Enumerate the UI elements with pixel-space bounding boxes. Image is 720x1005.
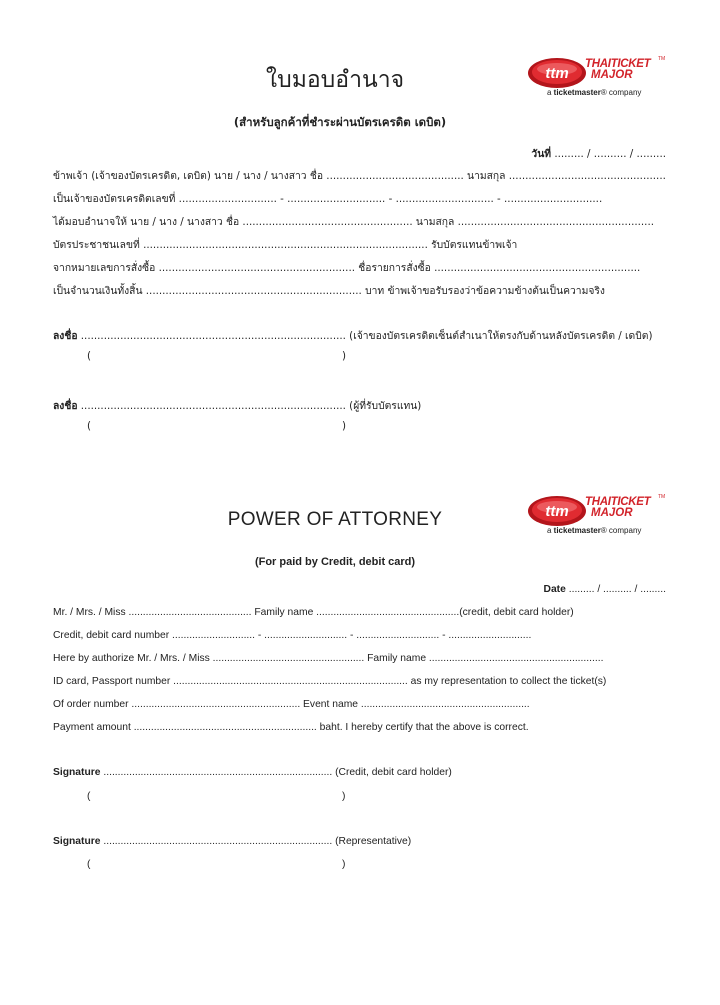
thai-sign1-rest: ................................................................................. (เจ้าของบัตรเครดิตเซ็นต์สำเนาให้ตรงกับด้านหลังบัตรเครดิต / เดบิต) — [77, 330, 653, 342]
logo-brand-line1: THAITICKET — [585, 58, 651, 70]
ttm-emblem-icon — [527, 494, 587, 530]
english-sign1-paren-close: ) — [342, 791, 346, 802]
english-date-label: Date — [543, 584, 566, 595]
english-line-authorize: Here by authorize Mr. / Mrs. / Miss ..................................................... Family name ............................................................. — [53, 653, 604, 664]
thai-sign1-paren-open: ( — [87, 350, 92, 362]
logo-brand-line2: MAJOR — [591, 69, 633, 81]
english-subtitle: (For paid by Credit, debit card) — [254, 556, 416, 568]
english-line-id-card: ID card, Passport number .................................................................................. as my representation to collect the ticket(s) — [53, 676, 607, 687]
thai-signature-representative — [53, 397, 421, 414]
ttm-emblem-icon — [527, 56, 587, 92]
english-sign1-paren-open: ( — [87, 791, 91, 802]
thai-line-authorize: ได้มอบอำนาจให้ นาย / นาง / นางสาว ชื่อ .................................................... นามสกุล ............................................................ — [53, 216, 655, 228]
thai-date-blanks: ......... / .......... / ......... — [554, 148, 666, 160]
english-line-holder-name: Mr. / Mrs. / Miss ........................................... Family name ..................................................(credit, debit card holder) — [53, 607, 574, 618]
svg-text:ttm: ttm — [545, 65, 569, 82]
logo-tm: TM — [658, 494, 666, 500]
english-title: POWER OF ATTORNEY — [227, 509, 443, 530]
thaiticket-major-logo-2 — [527, 494, 677, 546]
thai-line-order: จากหมายเลขการสั่งซื้อ ............................................................ ชื่อรายการสั่งซื้อ ............................................................... — [53, 262, 641, 274]
english-sign2-paren-open: ( — [87, 859, 91, 870]
thai-subtitle: (สำหรับลูกค้าที่ชำระผ่านบัตรเครดิต เดบิต) — [233, 115, 447, 129]
english-sign1-rest: ................................................................................ (Credit, debit card holder) — [100, 767, 452, 778]
thai-date-label: วันที่ — [531, 148, 552, 160]
thai-line-holder-name: ข้าพเจ้า (เจ้าของบัตรเครดิต, เดบิต) นาย / นาง / นางสาว ชื่อ .......................................... นามสกุล ................................................ — [53, 170, 666, 182]
logo-tm: TM — [658, 56, 666, 62]
english-date-line — [544, 584, 666, 595]
thai-line-id-card: บัตรประชาชนเลขที่ ....................................................................................... รับบัตรแทนข้าพเจ้า — [53, 239, 518, 251]
english-sign2-paren-close: ) — [342, 859, 346, 870]
thai-sign1-paren-close: ) — [342, 350, 347, 362]
thai-line-amount: เป็นจำนวนเงินทั้งสิ้น .................................................................. บาท ข้าพเจ้าขอรับรองว่าข้อความข้างต้นเป็นความจริง — [53, 285, 605, 297]
english-line-order: Of order number ........................................................... Event name ........................................................... — [53, 699, 530, 710]
thai-line-card-number: เป็นเจ้าของบัตรเครดิตเลขที่ .............................. - .............................. - .............................. - .............................. — [53, 193, 603, 205]
thai-sign2-paren-open: ( — [87, 420, 92, 432]
logo-tagline: a ticketmaster® company — [547, 526, 642, 535]
english-date-blanks: ......... / .......... / ......... — [568, 584, 666, 595]
thai-signature-holder — [53, 327, 652, 344]
thaiticket-major-logo — [527, 56, 677, 108]
thai-sign2-rest: ................................................................................. (ผู้ที่รับบัตรแทน) — [77, 400, 422, 412]
english-sign2-rest: ................................................................................ (Representative) — [100, 836, 412, 847]
svg-text:ttm: ttm — [545, 503, 569, 520]
english-sign2-label: Signature — [53, 836, 101, 847]
english-sign1-label: Signature — [53, 767, 101, 778]
logo-brand-line1: THAITICKET — [585, 496, 651, 508]
english-line-amount: Payment amount ................................................................ baht. I hereby certify that the above is correct. — [53, 722, 529, 733]
thai-title: ใบมอบอำนาจ — [265, 67, 405, 93]
logo-brand-line2: MAJOR — [591, 507, 633, 519]
thai-sign2-label: ลงชื่อ — [53, 400, 78, 412]
english-signature-representative — [53, 836, 411, 847]
thai-sign1-label: ลงชื่อ — [53, 330, 78, 342]
thai-sign2-paren-close: ) — [342, 420, 347, 432]
logo-tagline: a ticketmaster® company — [547, 88, 642, 97]
thai-date-line — [531, 145, 666, 162]
english-line-card-number: Credit, debit card number ............................. - ............................. - ............................. - ............................. — [53, 630, 532, 641]
english-signature-holder — [53, 767, 452, 778]
